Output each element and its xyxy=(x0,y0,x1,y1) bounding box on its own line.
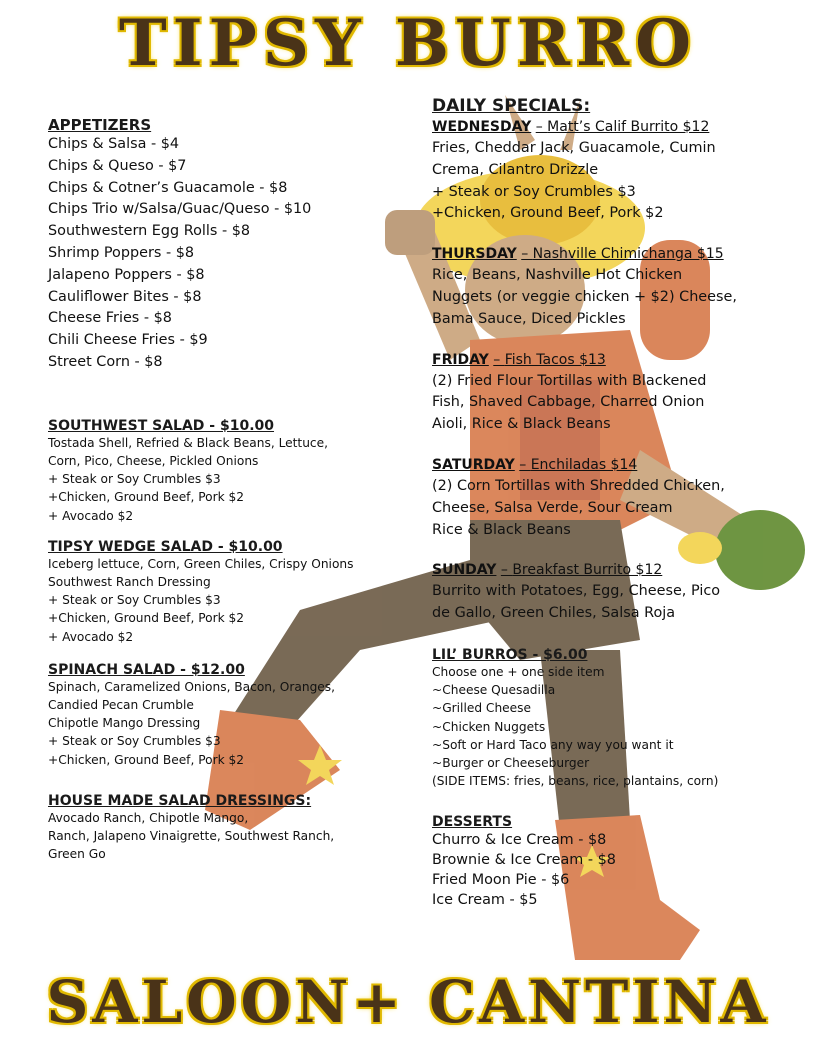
special-dish: Enchiladas $14 xyxy=(530,456,638,473)
list-item: (SIDE ITEMS: fries, beans, rice, plantains, corn) xyxy=(432,774,719,789)
spinach-salad-heading: SPINACH SALAD - $12.00 xyxy=(48,661,245,678)
list-item: Corn, Pico, Cheese, Pickled Onions xyxy=(48,453,259,468)
special-day: THURSDAY xyxy=(432,246,517,263)
list-item: Chips & Salsa - $4 xyxy=(48,136,180,152)
list-item: Southwest Ranch Dressing xyxy=(48,574,211,589)
list-item: Brownie & Ice Cream - $8 xyxy=(432,852,616,869)
lil-burros-heading: LIL’ BURROS - $6.00 xyxy=(432,646,588,663)
southwest-salad-heading: SOUTHWEST SALAD - $10.00 xyxy=(48,417,275,434)
special-description: Burrito with Potatoes, Egg, Cheese, Pico de Gallo, Green Chiles, Salsa Roja xyxy=(432,583,721,622)
special-saturday: SATURDAY – Enchiladas $14 (2) Corn Tortillas with Shredded Chicken, Cheese, Salsa Verde, Sour Cream Rice & Black Beans xyxy=(432,454,802,541)
salad-dressings-list xyxy=(48,809,398,864)
special-dish: Fish Tacos $13 xyxy=(504,351,606,368)
special-day: FRIDAY xyxy=(432,351,489,368)
list-item: Jalapeno Poppers - $8 xyxy=(48,266,205,283)
special-description: (2) Fried Flour Tortillas with Blackened Fish, Shaved Cabbage, Charred Onion Aioli, Rice & Black Beans xyxy=(432,372,707,433)
list-item: Shrimp Poppers - $8 xyxy=(48,244,195,261)
special-dish: Breakfast Burrito $12 xyxy=(512,562,663,579)
list-item: Avocado Ranch, Chipotle Mango, xyxy=(48,810,249,825)
list-item: Ice Cream - $5 xyxy=(432,892,538,909)
salad-dressings-heading: HOUSE MADE SALAD DRESSINGS: xyxy=(48,792,312,809)
list-item: Green Go xyxy=(48,847,106,862)
appetizers-heading: APPETIZERS xyxy=(48,116,152,134)
special-dish: Matt’s Calif Burrito $12 xyxy=(547,119,710,135)
spinach-salad-details xyxy=(48,678,398,769)
list-item: Southwestern Egg Rolls - $8 xyxy=(48,223,251,240)
left-column xyxy=(48,116,398,863)
list-item: +Chicken, Ground Beef, Pork $2 xyxy=(48,752,245,767)
list-item: Choose one + one side item xyxy=(432,664,605,679)
list-item: Ranch, Jalapeno Vinaigrette, Southwest Ranch, xyxy=(48,829,335,844)
lil-burros-list xyxy=(432,663,802,790)
list-item: ~Cheese Quesadilla xyxy=(432,683,556,698)
southwest-salad-details xyxy=(48,434,398,525)
list-item: Iceberg lettuce, Corn, Green Chiles, Crispy Onions xyxy=(48,556,354,571)
special-dish: Nashville Chimichanga $15 xyxy=(532,246,724,263)
list-item: + Steak or Soy Crumbles $3 xyxy=(48,472,221,487)
special-friday: FRIDAY – Fish Tacos $13 (2) Fried Flour Tortillas with Blackened Fish, Shaved Cabbage, Charred Onion Aioli, Rice & Black Beans xyxy=(432,349,802,436)
list-item: Chips & Cotner’s Guacamole - $8 xyxy=(48,179,288,196)
right-column xyxy=(432,96,802,910)
list-item: ~Burger or Cheeseburger xyxy=(432,755,590,770)
list-item: Chips & Queso - $7 xyxy=(48,157,187,174)
special-day: WEDNESDAY xyxy=(432,119,532,135)
restaurant-subtitle: SALOON+ CANTINA xyxy=(46,968,770,1036)
desserts-list xyxy=(432,830,802,910)
list-item: Chili Cheese Fries - $9 xyxy=(48,332,208,349)
list-item: Cheese Fries - $8 xyxy=(48,310,172,327)
list-item: + Steak or Soy Crumbles $3 xyxy=(48,593,221,608)
list-item: Fried Moon Pie - $6 xyxy=(432,872,570,889)
list-item: Tostada Shell, Refried & Black Beans, Lettuce, xyxy=(48,435,329,450)
appetizers-list xyxy=(48,134,398,374)
special-description: Fries, Cheddar Jack, Guacamole, Cumin Crema, Cilantro Drizzle + Steak or Soy Crumbles $3 +Chicken, Ground Beef, Pork $2 xyxy=(432,140,716,222)
list-item: ~Chicken Nuggets xyxy=(432,719,546,734)
list-item: +Chicken, Ground Beef, Pork $2 xyxy=(48,611,245,626)
tipsy-wedge-details xyxy=(48,555,398,646)
list-item: +Chicken, Ground Beef, Pork $2 xyxy=(48,490,245,505)
list-item: ~Grilled Cheese xyxy=(432,701,532,716)
special-description: Rice, Beans, Nashville Hot Chicken Nuggets (or veggie chicken + $2) Cheese, Bama Sauce, Diced Pickles xyxy=(432,267,737,327)
special-wednesday: WEDNESDAY – Matt’s Calif Burrito $12 Fries, Cheddar Jack, Guacamole, Cumin Crema, Cilantro Drizzle + Steak or Soy Crumbles $3 +Chicken, Ground Beef, Pork $2 xyxy=(432,116,802,225)
list-item: Churro & Ice Cream - $8 xyxy=(432,832,607,849)
list-item: + Avocado $2 xyxy=(48,508,134,523)
list-item: Candied Pecan Crumble xyxy=(48,698,194,712)
list-item: + Steak or Soy Crumbles $3 xyxy=(48,734,221,749)
special-sunday: SUNDAY – Breakfast Burrito $12 Burrito with Potatoes, Egg, Cheese, Pico de Gallo, Green Chiles, Salsa Roja xyxy=(432,559,802,625)
restaurant-title: TIPSY BURRO xyxy=(119,6,697,81)
special-day: SATURDAY xyxy=(432,456,515,473)
list-item: Chips Trio w/Salsa/Guac/Queso - $10 xyxy=(48,201,312,218)
special-description: (2) Corn Tortillas with Shredded Chicken, Cheese, Salsa Verde, Sour Cream Rice & Black Beans xyxy=(432,477,725,538)
list-item: ~Soft or Hard Taco any way you want it xyxy=(432,737,674,752)
list-item: Cauliflower Bites - $8 xyxy=(48,288,202,305)
tipsy-wedge-heading: TIPSY WEDGE SALAD - $10.00 xyxy=(48,538,283,555)
list-item: Chipotle Mango Dressing xyxy=(48,716,201,731)
daily-specials-heading: DAILY SPECIALS: xyxy=(432,96,591,116)
list-item: Street Corn - $8 xyxy=(48,353,163,370)
special-thursday: THURSDAY – Nashville Chimichanga $15 Rice, Beans, Nashville Hot Chicken Nuggets (or veggie chicken + $2) Cheese, Bama Sauce, Diced Pickles xyxy=(432,243,802,330)
list-item: Spinach, Caramelized Onions, Bacon, Oranges, xyxy=(48,679,336,694)
desserts-heading: DESSERTS xyxy=(432,814,513,831)
list-item: + Avocado $2 xyxy=(48,629,134,644)
special-day: SUNDAY xyxy=(432,562,497,579)
